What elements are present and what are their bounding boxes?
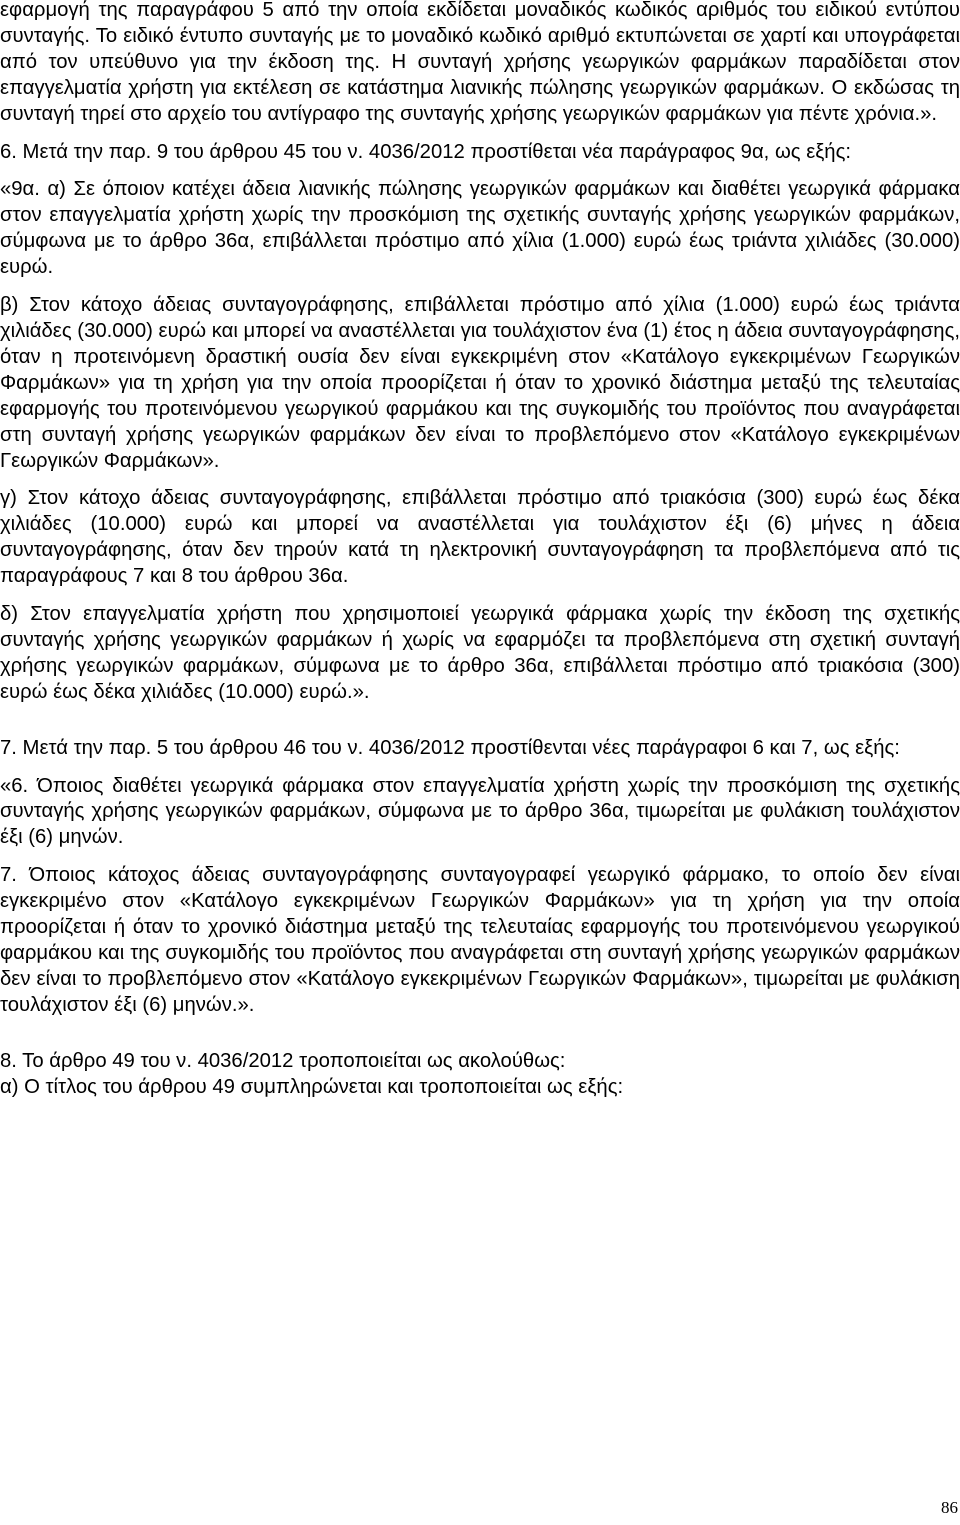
paragraph-item-8: 8. Το άρθρο 49 του ν. 4036/2012 τροποποιείται ως ακολούθως: [0,1049,566,1072]
paragraph-46-7: 7. Όποιος κάτοχος άδειας συνταγογράφησης συνταγογραφεί γεωργικό φάρμακο, το οποίο δεν είναι εγκεκριμένο στον «Κατάλογο εγκεκριμένων Γεωργικών Φαρμάκων» για τη χρήση για την οποία προορίζεται ή όταν το χρονικό διάστημα μεταξύ της τελευταίας εφαρμογής του προτεινόμενου γεωργικού φαρμάκου και της συγκομιδής του προϊόντος που αναγράφεται στη συνταγή χρήσης γεωργικών φαρμάκων δεν είναι το προβλεπόμενο στον «Κατάλογο εγκεκριμένων Γεωργικών Φαρμάκων», τιμωρείται με φυλάκιση τουλάχιστον έξι (6) μηνών.». [0,864,960,1016]
paragraph-46-6: «6. Όποιος διαθέτει γεωργικά φάρμακα στον επαγγελματία χρήστη χωρίς την προσκόμιση της σχετικής συνταγής χρήσης γεωργικών φαρμάκων, σύμφωνα με το άρθρο 36α, τιμωρείται με φυλάκιση τουλάχιστον έξι (6) μηνών. [0,774,960,849]
paragraph-9a-a: «9α. α) Σε όποιον κατέχει άδεια λιανικής πώλησης γεωργικών φαρμάκων και διαθέτει γεωργικά φάρμακα στον επαγγελματία χρήστη χωρίς την προσκόμιση της σχετικής συνταγής χρήσης γεωργικών φαρμάκων, σύμφωνα με το άρθρο 36α, επιβάλλεται πρόστιμο από χίλια (1.000) ευρώ έως τριάντα χιλιάδες (30.000) ευρώ. [0,178,960,279]
paragraph-item-8-a: α) Ο τίτλος του άρθρου 49 συμπληρώνεται και τροποποιείται ως εξής: [0,1075,624,1098]
paragraph-item-7: 7. Μετά την παρ. 5 του άρθρου 46 του ν. 4036/2012 προστίθενται νέες παράγραφοι 6 και 7, ως εξής: [0,736,900,759]
paragraph-item-6: 6. Μετά την παρ. 9 του άρθρου 45 του ν. 4036/2012 προστίθεται νέα παράγραφος 9α, ως εξής: [0,140,851,163]
paragraph-9a-b: β) Στον κάτοχο άδειας συνταγογράφησης, επιβάλλεται πρόστιμο από χίλια (1.000) ευρώ έως τριάντα χιλιάδες (30.000) ευρώ και μπορεί να αναστέλλεται για τουλάχιστον ένα (1) έτος η άδεια συνταγογράφησης, όταν η προτεινόμενη δραστική ουσία δεν είναι εγκεκριμένη στον «Κατάλογο εγκεκριμένων Γεωργικών Φαρμάκων» για τη χρήση για την οποία προορίζεται ή όταν το χρονικό διάστημα μεταξύ της τελευταίας εφαρμογής του προτεινόμενου γεωργικού φαρμάκου και της συγκομιδής του προϊόντος που αναγράφεται στη συνταγή χρήσης γεωργικών φαρμάκων δεν είναι το προβλεπόμενο στον «Κατάλογο εγκεκριμένων Γεωργικών Φαρμάκων». [0,294,960,472]
paragraph-9a-d: δ) Στον επαγγελματία χρήστη που χρησιμοποιεί γεωργικά φάρμακα χωρίς την έκδοση της σχετικής συνταγής χρήσης γεωργικών φαρμάκων ή χωρίς να εφαρμόζει τα προβλεπόμενα στη σχετική συνταγή χρήσης γεωργικών φαρμάκων, σύμφωνα με το άρθρο 36α, επιβάλλεται πρόστιμο από τριακόσια (300) ευρώ έως δέκα χιλιάδες (10.000) ευρώ.». [0,603,960,703]
paragraph-9a-c: γ) Στον κάτοχο άδειας συνταγογράφησης, επιβάλλεται πρόστιμο από τριακόσια (300) ευρώ έως δέκα χιλιάδες (10.000) ευρώ και μπορεί να αναστέλλεται για τουλάχιστον έξι (6) μήνες η άδεια συνταγογράφησης, όταν δεν τηρούν κατά τη ηλεκτρονική συνταγογράφηση τα προβλεπόμενα από τις παραγράφους 7 και 8 του άρθρου 36α. [0,487,960,588]
paragraph-continuation-prescription: εφαρμογή της παραγράφου 5 από την οποία εκδίδεται μοναδικός κωδικός αριθμός του ειδικού εντύπου συνταγής. Το ειδικό έντυπο συνταγής με το μοναδικό κωδικό αριθμό εκτυπώνεται σε χαρτί και υπογράφεται από τον υπεύθυνο για την έκδοση της. Η συνταγή χρήσης γεωργικών φαρμάκων παραδίδεται στον επαγγελματία χρήστη για εκτέλεση σε κατάστημα λιανικής πώλησης γεωργικών φαρμάκων. Ο εκδώσας τη συνταγή τηρεί στο αρχείο του αντίγραφο της συνταγής χρήσης γεωργικών φαρμάκων για πέντε χρόνια.». [0,0,960,125]
page-number: 86 [941,1498,958,1517]
